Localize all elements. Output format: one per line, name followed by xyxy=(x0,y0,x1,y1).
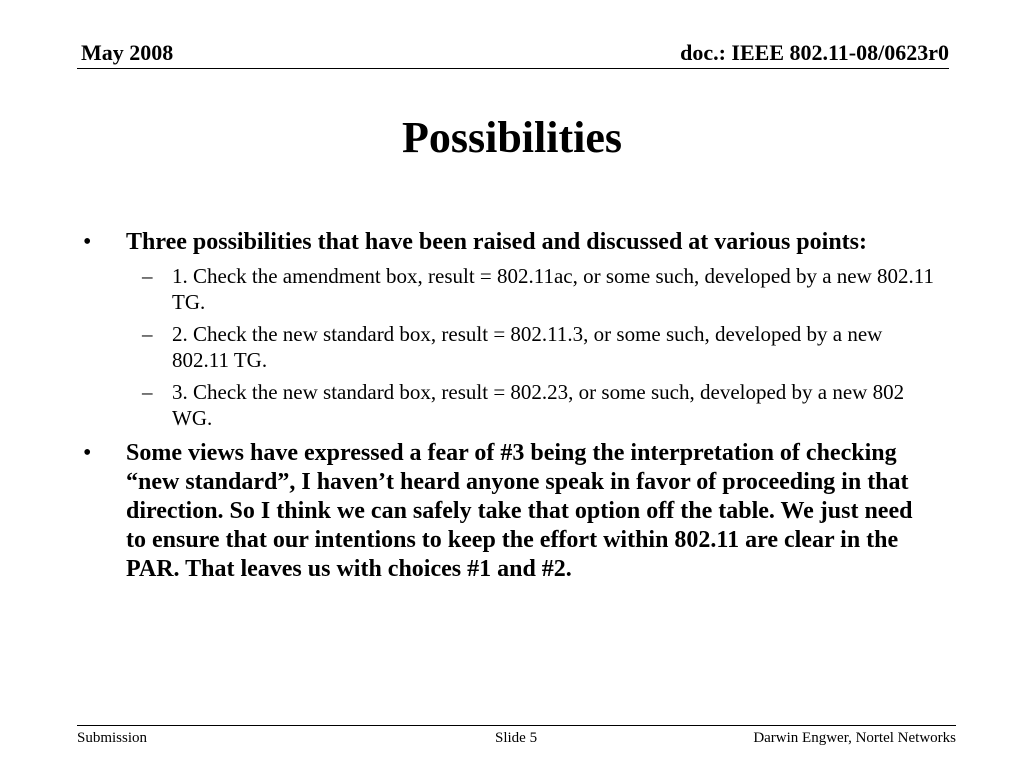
slide-title: Possibilities xyxy=(401,113,623,162)
bullet-item-possibilities xyxy=(83,228,938,431)
sub-bullet-text: 2. Check the new standard box, result = 802.11.3, or some such, developed by a new 802.11 TG. xyxy=(172,322,883,372)
bullet-marker: • xyxy=(83,440,92,466)
dash-marker: – xyxy=(142,380,153,404)
sub-bullet-list xyxy=(126,263,938,431)
bullet-marker: • xyxy=(83,229,92,255)
footer-submission: Submission xyxy=(77,730,148,746)
sub-bullet-text: 1. Check the amendment box, result = 802.11ac, or some such, developed by a new 802.11 TG. xyxy=(172,264,935,314)
footer-slide-number: Slide 5 xyxy=(495,730,538,746)
header-divider xyxy=(77,68,949,69)
sub-bullet-text: 3. Check the new standard box, result = 802.23, or some such, developed by a new 802 WG. xyxy=(172,380,905,430)
header-date: May 2008 xyxy=(81,40,174,65)
sub-bullet-item-2 xyxy=(126,321,938,373)
sub-bullet-item-3 xyxy=(126,379,938,431)
footer-divider xyxy=(77,725,956,726)
bullet-item-views xyxy=(83,439,938,584)
dash-marker: – xyxy=(142,322,153,346)
bullet-text: Three possibilities that have been raised and discussed at various points: xyxy=(126,229,867,255)
footer-author: Darwin Engwer, Nortel Networks xyxy=(753,730,956,746)
dash-marker: – xyxy=(142,264,153,288)
header-document-id: doc.: IEEE 802.11-08/0623r0 xyxy=(680,40,949,65)
bullet-text: Some views have expressed a fear of #3 being the interpretation of checking “new standard”, I haven’t heard anyone speak in favor of proceeding in that direction. So I think we can safely take that option off the table. We just need to ensure that our intentions to keep the effort within 802.11 are clear in the PAR. That leaves us with choices #1 and #2. xyxy=(126,440,913,582)
slide-body-list xyxy=(83,228,938,584)
sub-bullet-item-1 xyxy=(126,263,938,315)
